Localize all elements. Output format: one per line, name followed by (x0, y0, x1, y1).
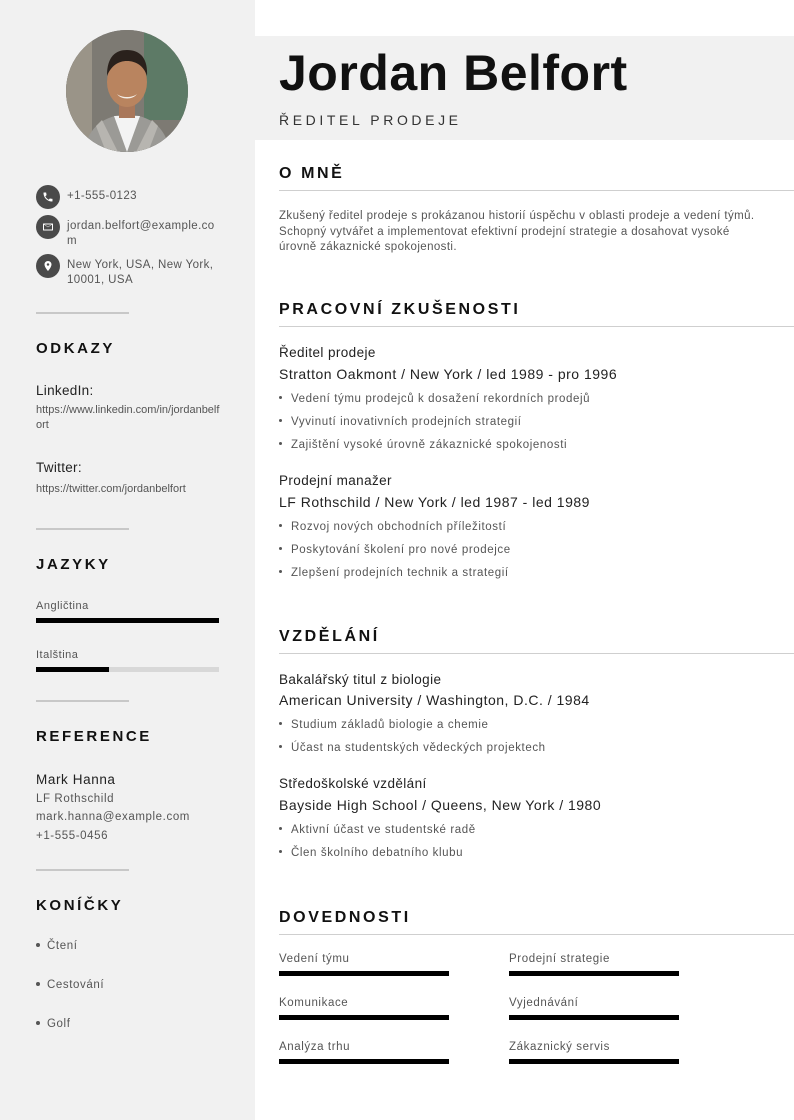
language-level-fill (36, 667, 109, 672)
skill-name: Zákaznický servis (509, 1041, 610, 1053)
location-icon (36, 254, 60, 278)
skill-level-fill (279, 1015, 449, 1020)
skill-level-fill (509, 971, 679, 976)
bullet-text: Aktivní účast ve studentské radě (291, 824, 476, 836)
bullet-text: Rozvoj nových obchodních příležitostí (291, 521, 507, 533)
language-name: Angličtina (36, 600, 89, 612)
bullet-icon (36, 1021, 40, 1025)
reference-company: LF Rothschild (36, 793, 115, 805)
hobby-item (36, 940, 78, 952)
reference-email[interactable]: mark.hanna@example.com (36, 811, 190, 823)
sidebar-divider (36, 312, 129, 314)
job-bullet (279, 521, 506, 533)
skill-level-bar (279, 971, 449, 976)
section-rule (279, 190, 794, 191)
languages-heading: JAZYKY (36, 556, 111, 573)
contact-email[interactable]: jordan.belfort@example.com (67, 220, 215, 247)
bullet-icon (279, 722, 282, 725)
job-bullet (279, 393, 590, 405)
education-bullet (279, 742, 546, 754)
contact-address: New York, USA, New York, 10001, USA (67, 259, 214, 286)
reference-name: Mark Hanna (36, 772, 116, 787)
bullet-text: Vyvinutí inovativních prodejních strategií (291, 416, 522, 428)
job-title-header: ŘEDITEL PRODEJE (279, 112, 462, 128)
skill-name: Prodejní strategie (509, 953, 610, 965)
language-level-bar (36, 618, 219, 623)
skill-level-bar (279, 1015, 449, 1020)
hobby-label: Cestování (47, 979, 105, 991)
sidebar-divider (36, 528, 129, 530)
job-meta: Stratton Oakmont / New York / led 1989 - pro 1996 (279, 366, 618, 382)
phone-icon (36, 185, 60, 209)
education-bullet (279, 847, 463, 859)
sidebar-divider (36, 869, 129, 871)
bullet-icon (279, 442, 282, 445)
hobby-label: Golf (47, 1018, 71, 1030)
bullet-icon (279, 419, 282, 422)
education-degree: Bakalářský titul z biologie (279, 672, 442, 687)
skill-level-fill (509, 1059, 679, 1064)
education-heading: VZDĚLÁNÍ (279, 628, 380, 645)
twitter-link[interactable]: https://twitter.com/jordanbelfort (36, 483, 186, 495)
linkedin-label: LinkedIn: (36, 383, 94, 398)
email-icon (36, 215, 60, 239)
bullet-text: Účast na studentských vědeckých projektech (291, 742, 546, 754)
profile-photo (66, 30, 188, 152)
reference-phone[interactable]: +1-555-0456 (36, 830, 109, 842)
sidebar-divider (36, 700, 129, 702)
sidebar (0, 0, 255, 1120)
education-degree: Středoškolské vzdělání (279, 776, 427, 791)
job-bullet (279, 544, 511, 556)
links-heading: ODKAZY (36, 340, 115, 357)
skill-level-fill (279, 971, 449, 976)
job-bullet (279, 439, 567, 451)
bullet-text: Poskytování školení pro nové prodejce (291, 544, 511, 556)
bullet-icon (279, 570, 282, 573)
job-bullet (279, 567, 509, 579)
bullet-text: Zajištění vysoké úrovně zákaznické spokojenosti (291, 439, 568, 451)
experience-heading: PRACOVNÍ ZKUŠENOSTI (279, 301, 521, 318)
skill-level-fill (279, 1059, 449, 1064)
section-rule (279, 326, 794, 327)
bullet-text: Vedení týmu prodejců k dosažení rekordních prodejů (291, 393, 591, 405)
bullet-icon (279, 827, 282, 830)
about-text: Zkušený ředitel prodeje s prokázanou historií úspěchu v oblasti prodeje a vedení týmů. Schopný vytvářet a implementovat efektivní prodejní strategie a dosahovat vysoké úrovně zákaznické spokojenosti. (279, 210, 755, 253)
education-bullet (279, 824, 476, 836)
contact-phone[interactable]: +1-555-0123 (67, 190, 137, 202)
twitter-label: Twitter: (36, 460, 82, 475)
bullet-text: Studium základů biologie a chemie (291, 719, 489, 731)
contact-phone-row (36, 185, 222, 209)
language-name: Italština (36, 649, 79, 661)
bullet-icon (279, 396, 282, 399)
skill-name: Vyjednávání (509, 997, 579, 1009)
skill-name: Analýza trhu (279, 1041, 351, 1053)
skill-level-bar (509, 971, 679, 976)
section-rule (279, 653, 794, 654)
language-level-bar (36, 667, 219, 672)
about-heading: O MNĚ (279, 165, 345, 182)
bullet-text: Zlepšení prodejních technik a strategií (291, 567, 509, 579)
job-bullet (279, 416, 522, 428)
bullet-icon (279, 850, 282, 853)
job-role: Prodejní manažer (279, 473, 392, 488)
hobby-item (36, 979, 104, 991)
language-level-fill (36, 618, 219, 623)
skills-heading: DOVEDNOSTI (279, 909, 411, 926)
section-rule (279, 934, 794, 935)
skill-level-fill (509, 1015, 679, 1020)
person-name: Jordan Belfort (279, 45, 628, 101)
contact-email-row (36, 215, 222, 249)
skill-name: Vedení týmu (279, 953, 350, 965)
linkedin-link[interactable]: https://www.linkedin.com/in/jordanbelfort (36, 404, 220, 431)
bullet-icon (279, 745, 282, 748)
skill-level-bar (509, 1059, 679, 1064)
bullet-icon (36, 982, 40, 986)
bullet-icon (279, 524, 282, 527)
bullet-text: Člen školního debatního klubu (291, 847, 464, 859)
education-bullet (279, 719, 489, 731)
education-meta: Bayside High School / Queens, New York / 1980 (279, 797, 602, 813)
skill-level-bar (509, 1015, 679, 1020)
hobbies-heading: KONÍČKY (36, 897, 124, 914)
job-meta: LF Rothschild / New York / led 1987 - led 1989 (279, 494, 590, 510)
bullet-icon (36, 943, 40, 947)
hobby-label: Čtení (47, 940, 78, 952)
education-meta: American University / Washington, D.C. / 1984 (279, 692, 590, 708)
skill-level-bar (279, 1059, 449, 1064)
job-role: Ředitel prodeje (279, 345, 376, 360)
hobby-item (36, 1018, 71, 1030)
contact-address-row (36, 254, 222, 288)
references-heading: REFERENCE (36, 728, 152, 745)
skill-name: Komunikace (279, 997, 349, 1009)
portrait-image (66, 30, 188, 152)
bullet-icon (279, 547, 282, 550)
